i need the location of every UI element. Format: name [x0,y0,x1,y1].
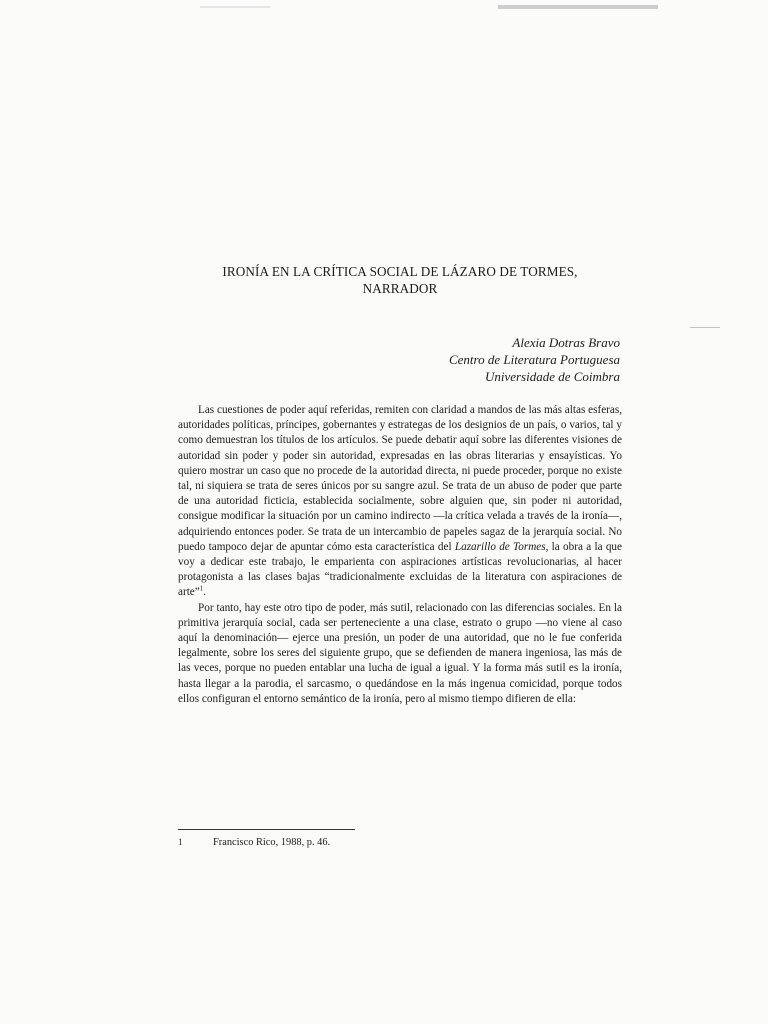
footnote-mark: 1 [178,837,183,847]
work-title-lazarillo: Lazarillo de Tormes [454,540,546,553]
scan-mark-top [498,5,658,9]
scan-mark-right [690,327,720,328]
article-title [150,263,650,297]
author-affiliation-center: Centro de Literatura Portuguesa [448,352,620,367]
author-block [260,334,620,385]
paragraph-1 [178,403,622,601]
author-name: Alexia Dotras Bravo [512,335,620,350]
title-line-1: IRONÍA EN LA CRÍTICA SOCIAL DE LÁZARO DE TORMES, [222,264,578,279]
paragraph-1-text-b: , la obra a la que voy a dedicar este trabajo, le emparienta con aspiraciones artísticas revolucionarias, al hacer protagonista a las clases bajas “tradicionalmente excluidas de la literatura con aspiraciones de arte” [178,540,622,599]
scan-mark-top-left [200,6,270,8]
paragraph-1-text-a: Las cuestiones de poder aquí referidas, remiten con claridad a mandos de las más altas esferas, autoridades políticas, príncipes, gobernantes y estrategas de los designios de un país, o varios, tal y como demuestran los títulos de los artículos. Se puede debatir aquí sobre las diferentes visiones de autoridad sin poder y poder sin autoridad, expresadas en las obras literarias y ensayísticas. Yo quiero mostrar un caso que no procede de la autoridad directa, ni puede proceder, porque no existe tal, ni siquiera se trata de seres únicos por su sangre azul. Se trata de un abuso de poder que parte de una autoridad ficticia, establecida socialmente, sobre alguien que, sin poder ni autoridad, consigue modificar la situación por un camino indirecto —la crítica velada a través de la ironía—, adquiriendo entonces poder. Se trata de un intercambio de papeles sagaz de la jerarquía social. No puedo tampoco dejar de apuntar cómo esta característica del [178,404,622,553]
footnote [178,836,578,849]
title-line-2: NARRADOR [362,281,438,296]
footnote-divider [178,829,355,830]
author-affiliation-university: Universidade de Coimbra [484,369,620,384]
footnote-text: Francisco Rico, 1988, p. 46. [213,837,331,848]
paragraph-1-text-c: . [203,586,207,599]
paragraph-2: Por tanto, hay este otro tipo de poder, más sutil, relacionado con las diferencias sociales. En la primitiva jerarquía social, cada ser perteneciente a una clase, estrato o grupo —no viene al caso aquí la denominación— ejerce una presión, un poder de una autoridad, que no le fue conferida legalmente, sobre los seres del siguiente grupo, que se defienden de manera ingeniosa, las más de las veces, porque no pueden entablar una lucha de igual a igual. Y la forma más sutil es la ironía, hasta llegar a la parodia, el sarcasmo, o quedándose en la más ingenua comicidad, porque todos ellos configuran el entorno semántico de la ironía, pero al mismo tiempo difieren de ella: [178,601,622,705]
article-body [178,403,622,707]
footnote-reference: 1 [199,584,204,593]
